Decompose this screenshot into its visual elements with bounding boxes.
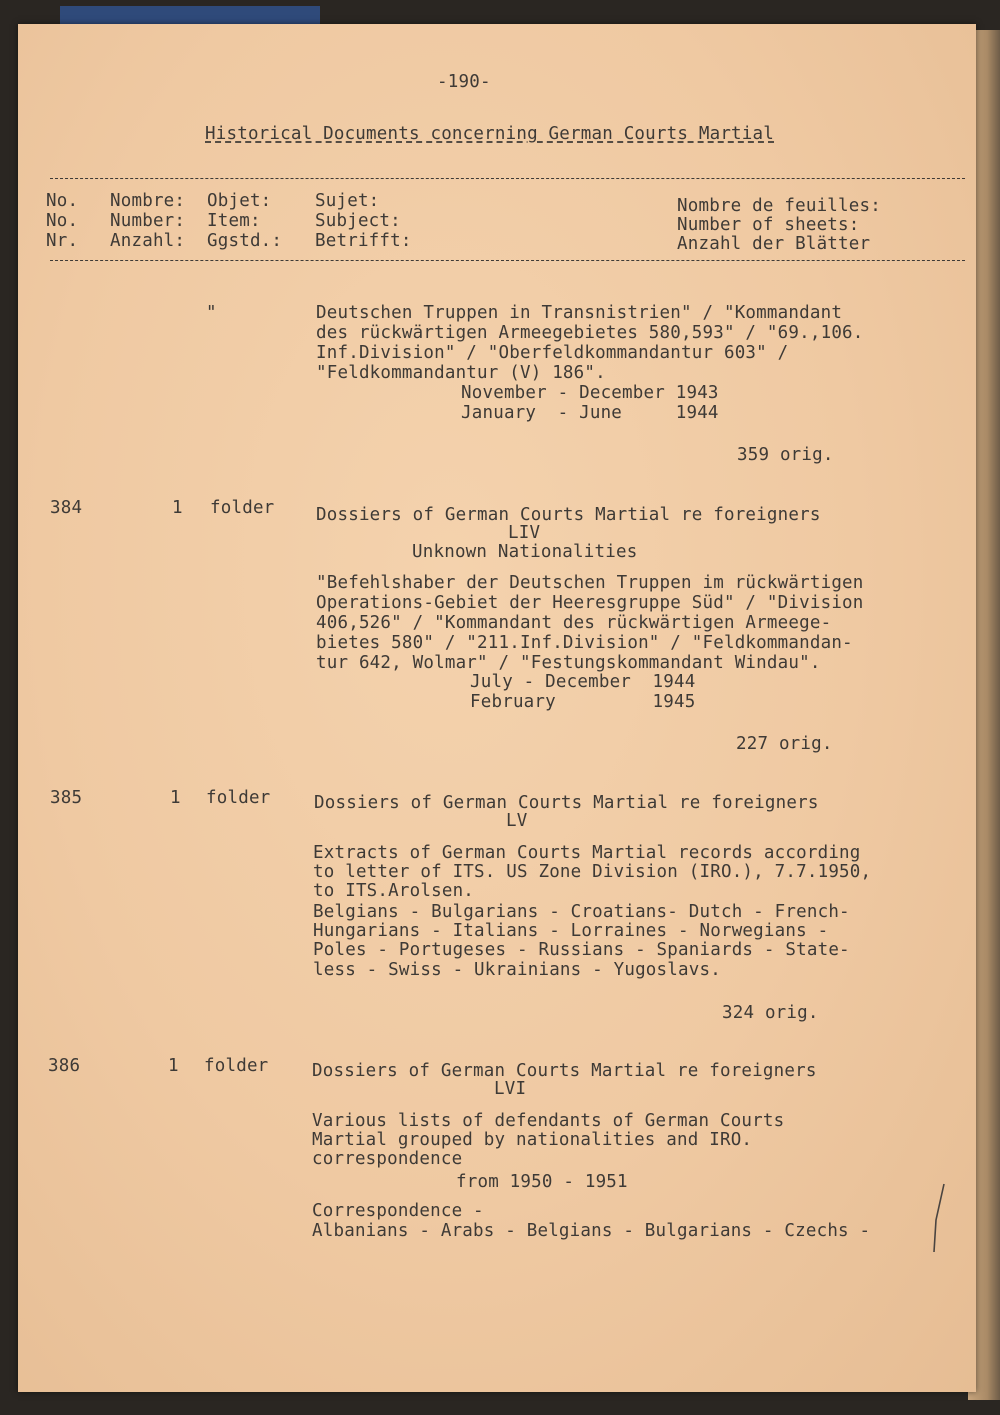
entry-386-line-5: Albanians - Arabs - Belgians - Bulgarians - Czechs - (312, 1221, 871, 1241)
header-item-fr: Objet: (207, 191, 272, 211)
entry-384-item: folder (210, 498, 275, 518)
header-bottom-rule (50, 260, 965, 261)
page-number: -190- (437, 72, 491, 92)
entry-384-line-1: "Befehlshaber der Deutschen Truppen im rückwärtigen (316, 573, 864, 593)
pencil-mark (926, 1180, 950, 1260)
entry-383-date-1: November - December 1943 (461, 383, 719, 403)
entry-384-line-4: bietes 580" / "211.Inf.Division" / "Feldkommandan- (316, 633, 853, 653)
header-subject-de: Betrifft: (315, 231, 412, 251)
entry-385-line-1: Extracts of German Courts Martial records according (313, 843, 861, 863)
entry-386-line-3: correspondence (312, 1149, 463, 1169)
header-number-fr: Nombre: (110, 191, 186, 211)
entry-385-line-6: Poles - Portugeses - Russians - Spaniards - State- (313, 940, 850, 960)
entry-384-date-1: July - December 1944 (470, 672, 696, 692)
entry-386-no: 386 (48, 1056, 81, 1076)
entry-385-heading: Dossiers of German Courts Martial re foreigners (314, 793, 819, 813)
entry-385-line-3: to ITS.Arolsen. (313, 881, 475, 901)
header-subject-en: Subject: (315, 211, 401, 231)
entry-386-item: folder (204, 1056, 269, 1076)
entry-384-roman: LIV (508, 523, 541, 543)
entry-385-sheets: 324 orig. (722, 1003, 819, 1023)
entry-384-line-5: tur 642, Wolmar" / "Festungskommandant Windau". (316, 653, 821, 673)
header-no-en: No. (46, 211, 79, 231)
header-subject-fr: Sujet: (315, 191, 380, 211)
entry-385-roman: LV (506, 811, 528, 831)
entry-385-no: 385 (50, 788, 83, 808)
entry-385-line-5: Hungarians - Italians - Lorraines - Norwegians - (313, 921, 829, 941)
entry-385-item: folder (206, 788, 271, 808)
header-sheets-de: Anzahl der Blätter (677, 234, 871, 254)
entry-383-line-2: des rückwärtigen Armeegebietes 580,593" / "69.,106. (316, 323, 864, 343)
ditto-mark: " (206, 303, 217, 323)
entry-386-line-4: Correspondence - (312, 1201, 484, 1221)
entry-385-line-4: Belgians - Bulgarians - Croatians- Dutch - French- (313, 902, 850, 922)
entry-386-line-2: Martial grouped by nationalities and IRO. (312, 1130, 753, 1150)
entry-385-line-7: less - Swiss - Ukrainians - Yugoslavs. (313, 960, 721, 980)
entry-386-line-1: Various lists of defendants of German Courts (312, 1111, 785, 1131)
header-item-de: Ggstd.: (207, 231, 283, 251)
entry-385-line-2: to letter of ITS. US Zone Division (IRO.), 7.7.1950, (313, 862, 872, 882)
entry-383-line-1: Deutschen Truppen in Transnistrien" / "Kommandant (316, 303, 843, 323)
header-item-en: Item: (207, 211, 261, 231)
entry-386-date-1: from 1950 - 1951 (456, 1172, 628, 1192)
entry-384-no: 384 (50, 498, 83, 518)
header-sheets-en: Number of sheets: (677, 215, 860, 235)
entry-384-number: 1 (172, 498, 183, 518)
entry-383-line-4: "Feldkommandantur (V) 186". (316, 363, 606, 383)
entry-386-number: 1 (168, 1056, 179, 1076)
entry-385-number: 1 (170, 788, 181, 808)
entry-384-line-2: Operations-Gebiet der Heeresgruppe Süd" / "Division (316, 593, 864, 613)
header-top-rule (50, 178, 965, 179)
entry-383-sheets: 359 orig. (737, 445, 834, 465)
header-sheets-fr: Nombre de feuilles: (677, 196, 881, 216)
entry-386-heading: Dossiers of German Courts Martial re foreigners (312, 1061, 817, 1081)
entry-384-heading: Dossiers of German Courts Martial re foreigners (316, 505, 821, 525)
entry-384-subheading: Unknown Nationalities (412, 542, 638, 562)
entry-384-date-2: February 1945 (470, 692, 696, 712)
header-no-de: Nr. (46, 231, 79, 251)
header-number-de: Anzahl: (110, 231, 186, 251)
entry-384-line-3: 406,526" / "Kommandant des rückwärtigen Armeege- (316, 613, 832, 633)
entry-386-roman: LVI (494, 1079, 527, 1099)
entry-383-line-3: Inf.Division" / "Oberfeldkommandantur 603" / (316, 343, 789, 363)
header-number-en: Number: (110, 211, 186, 231)
entry-383-date-2: January - June 1944 (461, 403, 719, 423)
header-no-fr: No. (46, 191, 79, 211)
page-title: Historical Documents concerning German Courts Martial (205, 124, 775, 144)
entry-384-sheets: 227 orig. (736, 734, 833, 754)
